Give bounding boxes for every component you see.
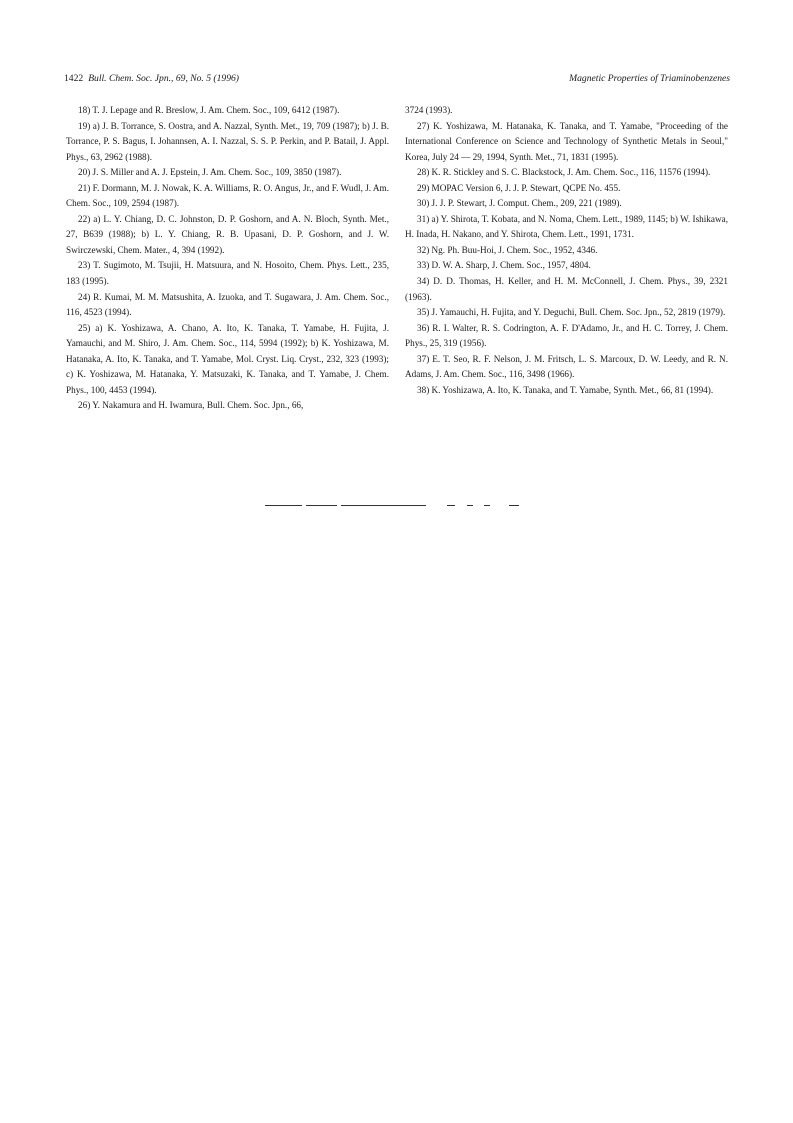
reference-item: 30) J. J. P. Stewart, J. Comput. Chem., 209, 221 (1989).	[417, 198, 622, 209]
reference-item: 20) J. S. Miller and A. J. Epstein, J. Am. Chem. Soc., 109, 3850 (1987).	[78, 167, 342, 178]
running-title: Magnetic Properties of Triaminobenzenes	[569, 73, 730, 84]
running-header	[64, 73, 730, 87]
reference-item: 36) R. I. Walter, R. S. Codrington, A. F. D'Adamo, Jr., and H. C. Torrey, J. Chem. Phys., 25, 319 (1956).	[405, 322, 728, 349]
rule-segment	[509, 505, 519, 506]
reference-item: 19) a) J. B. Torrance, S. Oostra, and A. Nazzal, Synth. Met., 19, 709 (1987); b) J. B. Torrance, P. S. Bagus, I. Johannsen, A. I. Nazzal, S. S. P. Perkin, and P. Batail, J. Appl. Phys., 63, 2962 (1988).	[66, 120, 389, 162]
rule-segment	[484, 505, 490, 506]
reference-item: 33) D. W. A. Sharp, J. Chem. Soc., 1957, 4804.	[417, 260, 591, 271]
page-number: 1422	[64, 73, 84, 84]
reference-item: 27) K. Yoshizawa, M. Hatanaka, K. Tanaka, and T. Yamabe, "Proceeding of the International Conference on Science and Technology of Synthetic Metals in Seoul," Korea, July 24 — 29, 1994, Synth. Met., 71, 1831 (1995).	[405, 120, 728, 162]
reference-continuation: 3724 (1993).	[405, 105, 453, 115]
references-left-column	[66, 103, 389, 414]
reference-item: 29) MOPAC Version 6, J. J. P. Stewart, QCPE No. 455.	[417, 182, 621, 193]
reference-item: 31) a) Y. Shirota, T. Kobata, and N. Noma, Chem. Lett., 1989, 1145; b) W. Ishikawa, H. Inada, H. Nakano, and Y. Shirota, Chem. Lett., 1991, 1731.	[405, 213, 728, 240]
rule-segment	[467, 505, 473, 506]
reference-item: 23) T. Sugimoto, M. Tsujii, H. Matsuura, and N. Hosoito, Chem. Phys. Lett., 235, 183 (1995).	[66, 260, 389, 287]
reference-item: 32) Ng. Ph. Buu-Hoi, J. Chem. Soc., 1952, 4346.	[417, 244, 598, 255]
reference-item: 28) K. R. Stickley and S. C. Blackstock, J. Am. Chem. Soc., 116, 11576 (1994).	[417, 167, 711, 178]
reference-item: 24) R. Kumai, M. M. Matsushita, A. Izuoka, and T. Sugawara, J. Am. Chem. Soc., 116, 4523 (1994).	[66, 291, 389, 318]
rule-segment	[265, 505, 302, 506]
reference-item: 25) a) K. Yoshizawa, A. Chano, A. Ito, K. Tanaka, T. Yamabe, H. Fujita, J. Yamauchi, and M. Shiro, J. Am. Chem. Soc., 114, 5994 (1992); b) K. Yoshizawa, M. Hatanaka, A. Ito, K. Tanaka, and T. Yamabe, Mol. Cryst. Liq. Cryst., 232, 323 (1993); c) K. Yoshizawa, M. Hatanaka, Y. Matsuzaki, K. Tanaka, and T. Yamabe, J. Chem. Phys., 100, 4453 (1994).	[66, 322, 389, 395]
reference-item: 37) E. T. Seo, R. F. Nelson, J. M. Fritsch, L. S. Marcoux, D. W. Leedy, and R. N. Adams, J. Am. Chem. Soc., 116, 3498 (1966).	[405, 353, 728, 380]
references-right-column	[405, 103, 728, 398]
reference-item: 26) Y. Nakamura and H. Iwamura, Bull. Chem. Soc. Jpn., 66,	[78, 400, 304, 411]
reference-item: 35) J. Yamauchi, H. Fujita, and Y. Deguchi, Bull. Chem. Soc. Jpn., 52, 2819 (1979).	[417, 307, 726, 318]
reference-item: 34) D. D. Thomas, H. Keller, and H. M. McConnell, J. Chem. Phys., 39, 2321 (1963).	[405, 276, 728, 302]
reference-item: 18) T. J. Lepage and R. Breslow, J. Am. Chem. Soc., 109, 6412 (1987).	[78, 105, 340, 115]
rule-segment	[306, 505, 337, 506]
rule-segment	[447, 505, 455, 506]
rule-segment	[341, 505, 426, 506]
journal-citation: Bull. Chem. Soc. Jpn., 69, No. 5 (1996)	[88, 73, 240, 84]
reference-item: 22) a) L. Y. Chiang, D. C. Johnston, D. P. Goshorn, and A. N. Bloch, Synth. Met., 27, B639 (1988); b) L. Y. Chiang, R. B. Upasani, D. P. Goshorn, and J. W. Swirczewski, Chem. Mater., 4, 394 (1992).	[66, 213, 389, 255]
reference-item: 38) K. Yoshizawa, A. Ito, K. Tanaka, and T. Yamabe, Synth. Met., 66, 81 (1994).	[417, 384, 714, 395]
end-of-article-rule	[0, 505, 793, 511]
header-journal-citation	[64, 73, 239, 84]
reference-item: 21) F. Dormann, M. J. Nowak, K. A. Williams, R. O. Angus, Jr., and F. Wudl, J. Am. Chem. Soc., 109, 2594 (1987).	[66, 182, 389, 209]
